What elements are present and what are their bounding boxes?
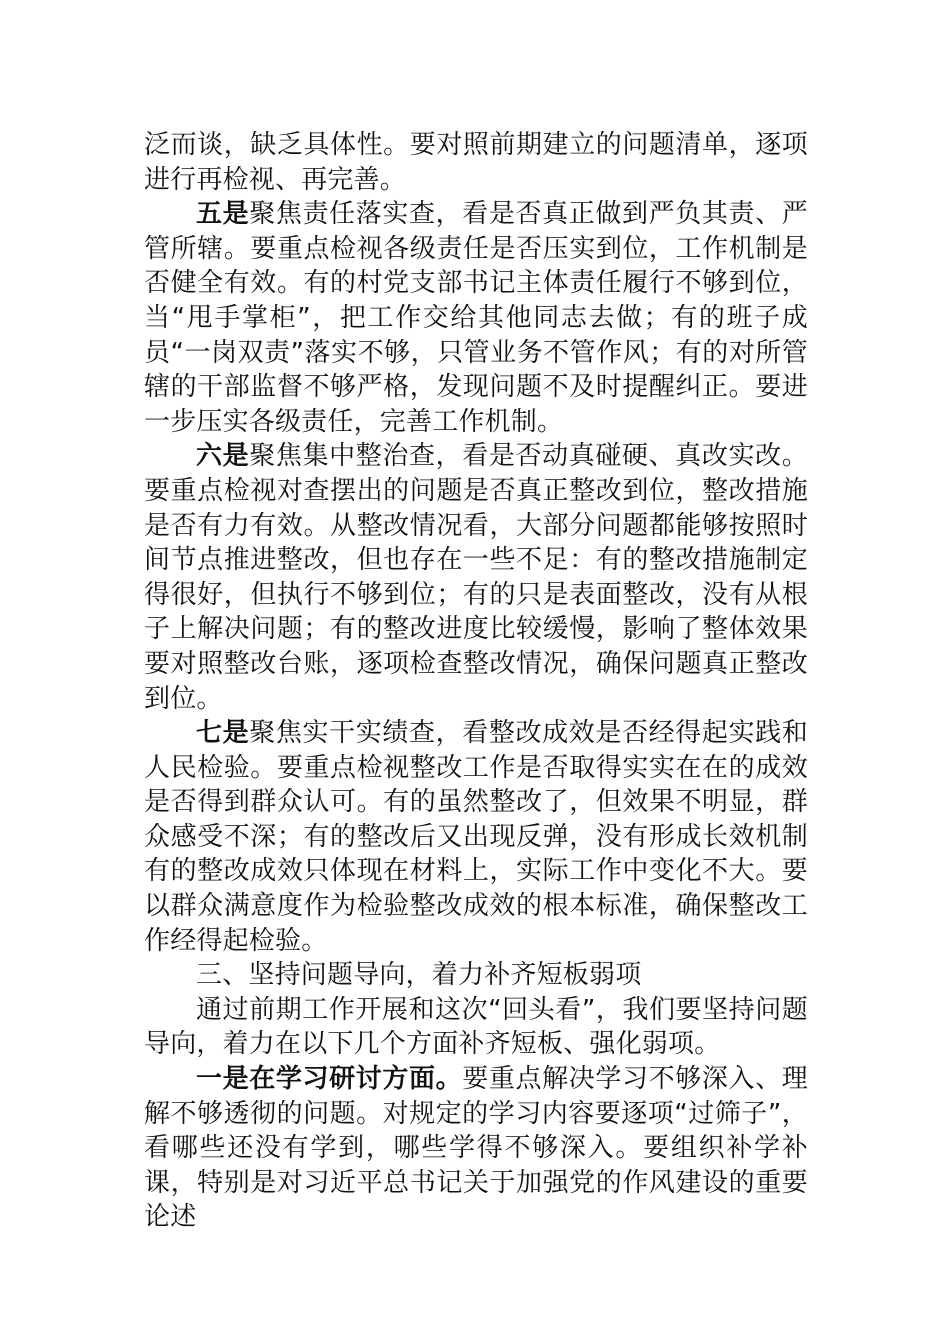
section-heading xyxy=(144,958,808,993)
paragraph-item-5 xyxy=(144,197,808,439)
paragraph-continuation xyxy=(144,128,808,197)
paragraph-text: 聚焦责任落实查，看是否真正做到严负其责、严管所辖。要重点检视各级责任是否压实到位，工作机制是否健全有效。有的村党支部书记主体责任履行不够到位，当“甩手掌柜”，把工作交给其他同志去做；有的班子成员“一岗双责”落实不够，只管业务不管作风；有的对所管辖的干部监督不够严格，发现问题不及时提醒纠正。要进一步压实各级责任，完善工作机制。 xyxy=(144,199,809,437)
paragraph-lead: 一是在学习研讨方面。 xyxy=(196,1064,463,1095)
paragraph-item-7 xyxy=(144,716,808,958)
paragraph-text: 聚焦实干实绩查，看整改成效是否经得起实践和人民检验。要重点检视整改工作是否取得实实在在的成效是否得到群众认可。有的虽然整改了，但效果不明显，群众感受不深；有的整改后又出现反弹，没有形成长效机制有的整改成效只体现在材料上，实际工作中变化不大。要以群众满意度作为检验整改成效的根本标准，确保整改工作经得起检验。 xyxy=(144,718,809,956)
paragraph-text: 泛而谈，缺乏具体性。要对照前期建立的问题清单，逐项进行再检视、再完善。 xyxy=(144,130,808,195)
paragraph-text: 要重点解决学习不够深入、理解不够透彻的问题。对规定的学习内容要逐项“过筛子”，看哪些还没有学到，哪些学得不够深入。要组织补学补课，特别是对习近平总书记关于加强党的作风建设的重要论述 xyxy=(144,1064,808,1233)
paragraph-item-1 xyxy=(144,1062,808,1235)
section-heading-text: 三、坚持问题导向，着力补齐短板弱项 xyxy=(196,960,642,991)
paragraph-text: 通过前期工作开展和这次“回头看”，我们要坚持问题导向，着力在以下几个方面补齐短板、强化弱项。 xyxy=(144,994,808,1060)
paragraph-text: 聚焦集中整治查，看是否动真碰硬、真改实改。要重点检视对查摆出的问题是否真正整改到位，整改措施是否有力有效。从整改情况看，大部分问题都能够按照时间节点推进整改，但也存在一些不足：有的整改措施制定得很好，但执行不够到位；有的只是表面整改，没有从根子上解决问题；有的整改进度比较缓慢，影响了整体效果要对照整改台账，逐项检查整改情况，确保问题真正整改到位。 xyxy=(144,441,809,714)
document-body xyxy=(144,128,808,1235)
paragraph-lead: 五是 xyxy=(196,199,250,230)
paragraph-intro xyxy=(144,993,808,1062)
paragraph-lead: 六是 xyxy=(196,441,250,472)
paragraph-item-6 xyxy=(144,439,808,716)
paragraph-lead: 七是 xyxy=(196,718,250,749)
